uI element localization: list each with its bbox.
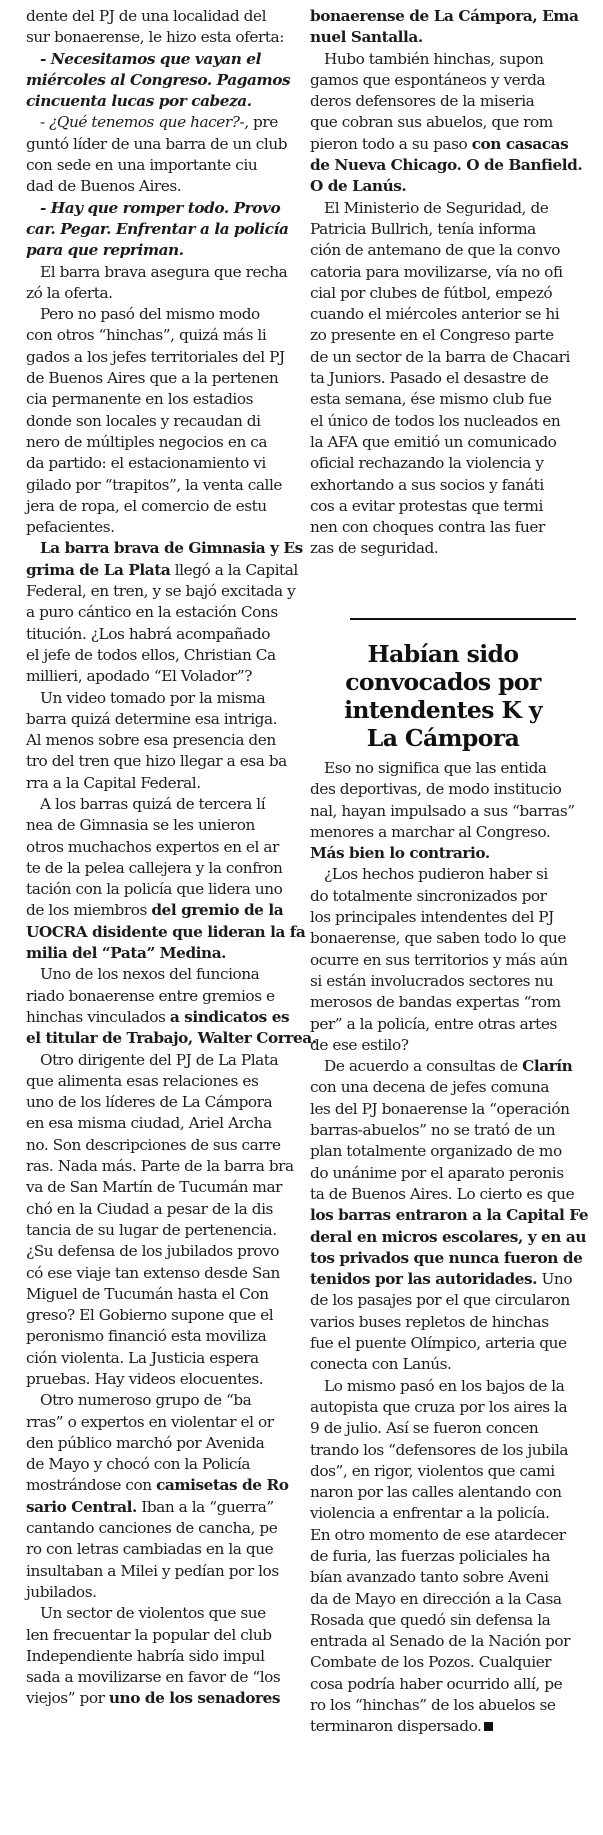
- text-line: Uno de los nexos del funciona: [40, 965, 260, 984]
- text-line: [26, 1475, 290, 1496]
- text-line: nen con choques contra las fuer: [310, 518, 545, 537]
- text-line: barras-abuelos” no se trató de un: [310, 1121, 556, 1140]
- text-line: tos privados que nunca fueron de: [310, 1248, 583, 1267]
- text-line: naron por las calles alentando con: [310, 1483, 562, 1502]
- text-run: camisetas de Ro: [156, 1476, 289, 1495]
- text-line: tancia de su lugar de pertenencia.: [26, 1220, 277, 1239]
- text-line: merosos de bandas expertas “rom: [310, 993, 561, 1012]
- text-line: dad de Buenos Aires.: [26, 177, 182, 196]
- text-line: de furia, las fuerzas policiales ha: [310, 1546, 551, 1565]
- text-line: Patricia Bullrich, tenía informa: [310, 219, 536, 238]
- text-line: dente del PJ de una localidad del: [26, 7, 267, 25]
- text-line: [310, 1269, 576, 1290]
- text-line: ción de antemano de que la convo: [310, 241, 561, 260]
- text-line: ocurre en sus territorios y más aún: [310, 950, 568, 969]
- text-line: entrada al Senado de la Nación por: [310, 1632, 570, 1651]
- text-line: conecta con Lanús.: [310, 1355, 452, 1374]
- text-line: autopista que cruza por los aires la: [310, 1397, 568, 1416]
- text-line: ¿Los hechos pudieron haber si: [324, 865, 548, 884]
- text-line: va de San Martín de Tucumán mar: [26, 1178, 283, 1197]
- text-line: titución. ¿Los habrá acompañado: [26, 624, 270, 643]
- subheading-line: La Cámpora: [366, 724, 520, 752]
- text-line: zo presente en el Congreso parte: [310, 326, 554, 345]
- text-line: pruebas. Hay videos elocuentes.: [26, 1370, 264, 1388]
- text-run: con casacas: [471, 134, 569, 153]
- text-line: zó la oferta.: [26, 283, 113, 302]
- text-line: sada a movilizarse en favor de “los: [26, 1668, 281, 1687]
- text-line: per” a la policía, entre otras artes: [310, 1014, 557, 1033]
- text-line: zas de seguridad.: [310, 539, 439, 558]
- text-line: guntó líder de una barra de un club: [26, 134, 288, 153]
- article-column-right-top: [310, 6, 583, 560]
- text-line: do totalmente sincronizados por: [310, 886, 547, 905]
- text-line: cosa podría haber ocurrido allí, pe: [310, 1674, 563, 1693]
- text-line: Hubo también hinchas, supon: [324, 49, 544, 68]
- text-line: có ese viaje tan extenso desde San: [26, 1263, 280, 1282]
- text-run: sario Central.: [26, 1497, 137, 1516]
- text-line: Combate de los Pozos. Cualquier: [310, 1653, 552, 1672]
- text-line: den público marchó por Avenida: [26, 1433, 265, 1452]
- subheading-line: Habían sido: [367, 640, 519, 668]
- text-line: Otro numeroso grupo de “ba: [40, 1391, 252, 1410]
- text-line: en esa misma ciudad, Ariel Archa: [26, 1114, 272, 1133]
- text-line: cincuenta lucas por cabeza.: [26, 92, 252, 111]
- text-line: do unánime por el aparato peronis: [310, 1163, 564, 1182]
- text-run: viejos” por: [26, 1689, 109, 1708]
- text-line: A los barras quizá de tercera lí: [40, 794, 266, 813]
- text-line: cantando canciones de cancha, pe: [26, 1519, 278, 1538]
- text-line: El Ministerio de Seguridad, de: [324, 198, 549, 217]
- text-line: de un sector de la barra de Chacari: [310, 347, 570, 366]
- text-line: te de la pelea callejera y la confron: [26, 858, 283, 877]
- text-run: Iban a la “guerra”: [136, 1497, 274, 1516]
- text-run: pre: [248, 113, 278, 132]
- text-line: da partido: el estacionamiento vi: [26, 454, 266, 473]
- text-line: catoria para movilizarse, vía no ofi: [310, 262, 563, 281]
- text-line: que cobran sus abuelos, que rom: [310, 113, 553, 132]
- text-line: otros muchachos expertos en el ar: [26, 837, 279, 856]
- text-line: La barra brava de Gimnasia y Es: [40, 539, 303, 558]
- text-run: a sindicatos es: [169, 1007, 290, 1026]
- text-line: bonaerense de La Cámpora, Ema: [310, 7, 579, 25]
- text-line: cia permanente en los estadios: [26, 390, 254, 409]
- text-run: Uno: [537, 1270, 573, 1289]
- text-line: nea de Gimnasia se les unieron: [26, 816, 255, 835]
- text-line: rras” o expertos en violentar el or: [26, 1412, 274, 1431]
- text-run: uno de los senadores: [108, 1689, 281, 1708]
- text-line: [310, 134, 576, 155]
- text-line: plan totalmente organizado de mo: [310, 1142, 562, 1161]
- text-run: - ¿Qué tenemos que hacer?-,: [40, 113, 249, 132]
- text-line: [26, 560, 298, 581]
- text-run: mostrándose con: [26, 1476, 157, 1495]
- text-line: riado bonaerense entre gremios e: [26, 986, 275, 1005]
- text-line: la AFA que emitió un comunicado: [310, 432, 557, 451]
- text-line: Eso no significa que las entida: [324, 759, 547, 777]
- text-line: Al menos sobre esa presencia den: [26, 731, 276, 750]
- text-line: Un sector de violentos que sue: [40, 1604, 266, 1623]
- text-line: los principales intendentes del PJ: [310, 908, 554, 927]
- text-line: deral en micros escolares, y en au: [310, 1227, 586, 1246]
- text-line: [26, 1007, 290, 1028]
- text-line: nal, hayan impulsado a sus “barras”: [310, 801, 575, 820]
- text-line: tro del tren que hizo llegar a esa ba: [26, 752, 287, 771]
- text-line: sur bonaerense, le hizo esta oferta:: [26, 28, 284, 47]
- text-line: de los pasajes por el que circularon: [310, 1291, 570, 1310]
- text-line: el titular de Trabajo, Walter Correa.: [26, 1029, 317, 1048]
- text-line: les del PJ bonaerense la “operación: [310, 1099, 570, 1118]
- text-line: varios buses repletos de hinchas: [310, 1312, 549, 1331]
- text-line: millieri, apodado “El Volador”?: [26, 667, 252, 686]
- text-line: len frecuentar la popular del club: [26, 1625, 272, 1644]
- text-line: exhortando a sus socios y fanáti: [310, 475, 544, 494]
- subheading-divider: [350, 618, 576, 620]
- text-line: [26, 1688, 290, 1709]
- text-line: rra a la Capital Federal.: [26, 773, 201, 792]
- text-line: chó en la Ciudad a pesar de la dis: [26, 1199, 273, 1218]
- text-line: [26, 112, 290, 133]
- end-of-article-mark: [484, 1722, 493, 1731]
- text-line: fue el puente Olímpico, arteria que: [310, 1334, 567, 1353]
- text-line: insultaban a Milei y pedían por los: [26, 1561, 279, 1580]
- text-line: greso? El Gobierno supone que el: [26, 1306, 274, 1325]
- text-line: ¿Su defensa de los jubilados provo: [26, 1242, 280, 1261]
- text-line: Miguel de Tucumán hasta el Con: [26, 1284, 269, 1303]
- subheading-line: convocados por: [345, 668, 541, 696]
- text-line: para que repriman.: [26, 241, 184, 260]
- text-run: Clarín: [522, 1057, 573, 1076]
- text-line: terminaron dispersado.: [310, 1716, 576, 1737]
- text-line: los barras entraron a la Capital Fe: [310, 1206, 589, 1225]
- text-line: gados a los jefes territoriales del PJ: [26, 347, 285, 366]
- text-line: de ese estilo?: [310, 1035, 409, 1054]
- text-line: el único de todos los nucleados en: [310, 411, 561, 430]
- text-line: bonaerense, que saben todo lo que: [310, 929, 566, 948]
- text-line: gamos que espontáneos y verda: [310, 70, 546, 89]
- text-line: cos a evitar protestas que termi: [310, 496, 543, 515]
- text-line: con sede en una importante ciu: [26, 156, 258, 175]
- text-line: Federal, en tren, y se bajó excitada y: [26, 582, 296, 601]
- text-run: De acuerdo a consultas de: [324, 1057, 523, 1076]
- text-line: gilado por “trapitos”, la venta calle: [26, 475, 282, 494]
- text-line: trando los “defensores de los jubila: [310, 1440, 569, 1459]
- text-line: pefacientes.: [26, 518, 115, 537]
- text-line: de Buenos Aires que a la pertenen: [26, 369, 279, 388]
- article-column-left: [26, 6, 317, 1710]
- text-line: des deportivas, de modo institucio: [310, 780, 562, 799]
- text-line: - Hay que romper todo. Provo: [40, 198, 281, 217]
- text-line: [26, 1497, 290, 1518]
- text-line: jubilados.: [26, 1582, 97, 1601]
- text-line: Un video tomado por la misma: [40, 688, 266, 707]
- text-run: hinchas vinculados: [26, 1007, 170, 1026]
- text-line: milia del “Pata” Medina.: [26, 944, 227, 963]
- text-line: donde son locales y recaudan di: [26, 411, 261, 430]
- text-line: deros defensores de la miseria: [310, 92, 535, 111]
- text-line: Lo mismo pasó en los bajos de la: [324, 1376, 565, 1395]
- text-run: tenidos por las autoridades.: [310, 1270, 538, 1289]
- text-line: con otros “hinchas”, quizá más li: [26, 326, 267, 345]
- text-line: Más bien lo contrario.: [310, 844, 490, 863]
- text-line: [26, 900, 290, 921]
- text-line: miércoles al Congreso. Pagamos: [26, 70, 291, 89]
- text-line: Pero no pasó del mismo modo: [40, 305, 260, 324]
- text-line: cuando el miércoles anterior se hi: [310, 305, 560, 324]
- text-line: tación con la policía que lidera uno: [26, 880, 283, 899]
- text-run: llegó a la Capital: [170, 560, 298, 579]
- text-run: del gremio de la: [151, 901, 284, 920]
- text-line: nuel Santalla.: [310, 28, 423, 47]
- text-line: Rosada que quedó sin defensa la: [310, 1610, 551, 1629]
- text-line: UOCRA disidente que lideran la fa: [26, 922, 306, 941]
- text-line: jera de ropa, el comercio de estu: [26, 496, 267, 515]
- text-line: que alimenta esas relaciones es: [26, 1071, 259, 1090]
- text-line: [310, 1056, 576, 1077]
- text-line: ción violenta. La Justicia espera: [26, 1348, 259, 1367]
- text-line: bían avanzado tanto sobre Aveni: [310, 1568, 549, 1587]
- article-column-right-bottom: [310, 758, 589, 1738]
- text-line: menores a marchar al Congreso.: [310, 822, 551, 841]
- text-line: barra quizá determine esa intriga.: [26, 709, 278, 728]
- subheading: [310, 640, 576, 752]
- text-line: peronismo financió esta moviliza: [26, 1327, 267, 1346]
- text-line: de Nueva Chicago. O de Banfield.: [310, 156, 583, 175]
- text-line: car. Pegar. Enfrentar a la policía: [26, 219, 289, 238]
- text-line: - Necesitamos que vayan el: [40, 49, 261, 68]
- text-line: da de Mayo en dirección a la Casa: [310, 1589, 562, 1608]
- text-line: ta Juniors. Pasado el desastre de: [310, 369, 549, 388]
- text-line: no. Son descripciones de sus carre: [26, 1135, 281, 1154]
- text-line: a puro cántico en la estación Cons: [26, 603, 278, 622]
- text-line: dos”, en rigor, violentos que cami: [310, 1461, 555, 1480]
- text-line: O de Lanús.: [310, 177, 407, 196]
- text-line: de Mayo y chocó con la Policía: [26, 1455, 251, 1474]
- text-run: de los miembros: [26, 901, 152, 920]
- text-line: Otro dirigente del PJ de La Plata: [40, 1050, 279, 1069]
- text-line: con una decena de jefes comuna: [310, 1078, 550, 1097]
- text-run: grima de La Plata: [26, 560, 171, 579]
- text-line: 9 de julio. Así se fueron concen: [310, 1419, 539, 1438]
- text-line: esta semana, ése mismo club fue: [310, 390, 552, 409]
- text-line: uno de los líderes de La Cámpora: [26, 1093, 273, 1112]
- text-line: ta de Buenos Aires. Lo cierto es que: [310, 1184, 575, 1203]
- text-line: ras. Nada más. Parte de la barra bra: [26, 1157, 294, 1176]
- text-line: si están involucrados sectores nu: [310, 971, 554, 990]
- text-line: violencia a enfrentar a la policía.: [310, 1504, 550, 1523]
- text-line: el jefe de todos ellos, Christian Ca: [26, 645, 276, 664]
- text-line: ro los “hinchas” de los abuelos se: [310, 1696, 556, 1715]
- text-line: ro con letras cambiadas en la que: [26, 1540, 274, 1559]
- text-line: oficial rechazando la violencia y: [310, 454, 544, 473]
- text-line: nero de múltiples negocios en ca: [26, 432, 268, 451]
- subheading-line: intendentes K y: [344, 696, 542, 724]
- text-run: pieron todo a su paso: [310, 134, 472, 153]
- text-line: En otro momento de ese atardecer: [310, 1525, 566, 1544]
- text-line: El barra brava asegura que recha: [40, 262, 288, 281]
- text-line: cial por clubes de fútbol, empezó: [310, 283, 553, 302]
- text-line: Independiente habría sido impul: [26, 1646, 265, 1665]
